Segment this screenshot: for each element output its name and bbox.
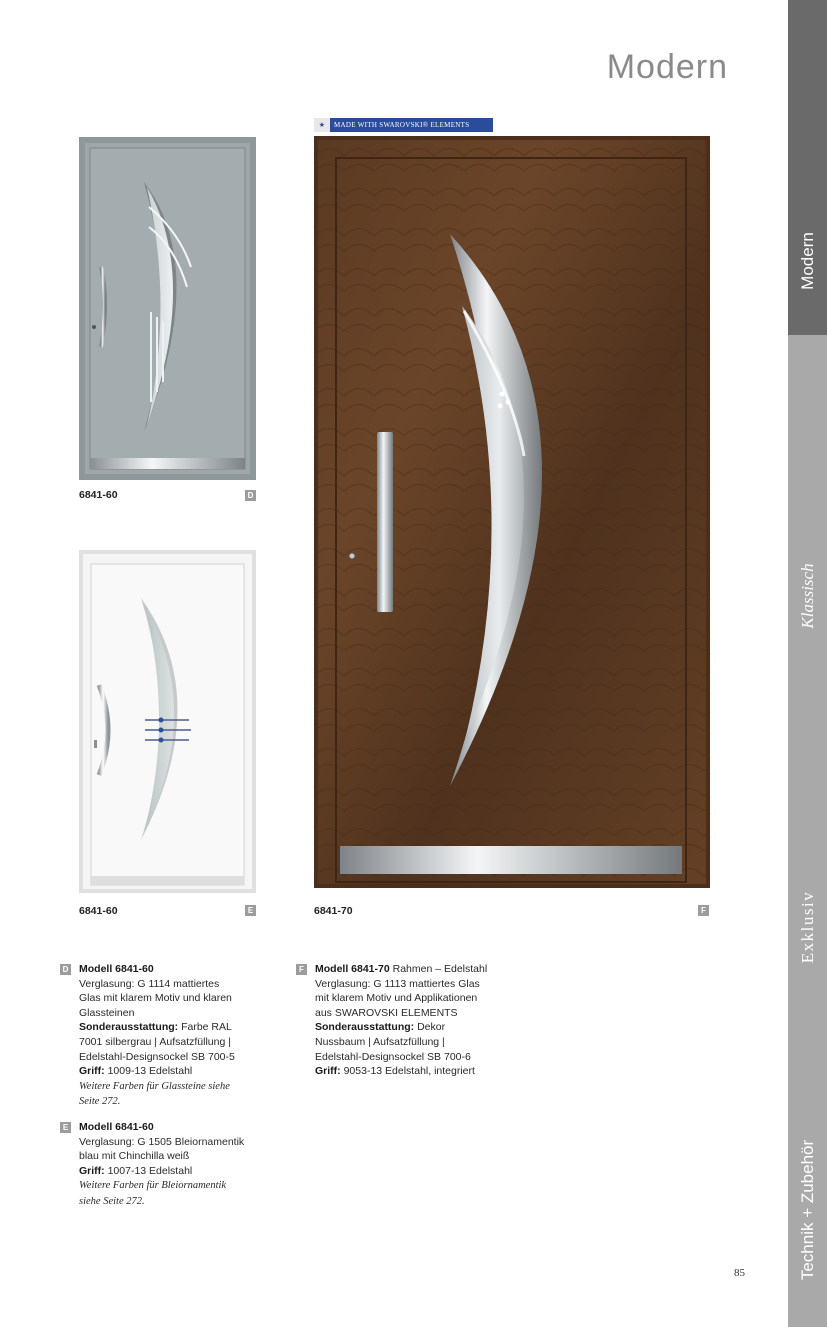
description-d [79, 962, 235, 1110]
swarovski-badge-text: MADE WITH SWAROVSKI® ELEMENTS [334, 121, 470, 129]
glazing-text-3: Glassteinen [79, 1006, 135, 1019]
door-image-6841-70-walnut [314, 136, 710, 888]
handle-label: Griff: [79, 1164, 105, 1177]
description-f [315, 962, 487, 1079]
figure-letter-f: F [698, 905, 709, 916]
handle-text: 9053-13 Edelstahl, integriert [340, 1065, 475, 1078]
special-label: Sonderausstattung: [315, 1021, 415, 1034]
special-text-2: Nussbaum | Aufsatzfüllung | [315, 1035, 445, 1048]
tab-label-klassisch: Klassisch [797, 563, 817, 629]
note-text: Weitere Farben für Bleiornamentik [79, 1180, 227, 1192]
model-label: Modell 6841-60 [79, 963, 154, 975]
desc-letter-d: D [60, 964, 71, 975]
handle-text: 1007-13 Edelstahl [104, 1164, 193, 1177]
special-text-3: Edelstahl-Designsockel SB 700-5 [79, 1050, 235, 1063]
figure-letter-e: E [245, 905, 256, 916]
door-image-6841-60-grey [79, 137, 256, 480]
special-text: Farbe RAL [178, 1021, 232, 1034]
note-text-2: Seite 272. [79, 1096, 121, 1108]
glazing-text: Verglasung: G 1114 mattiertes [79, 977, 220, 990]
glazing-text-2: mit klarem Motiv und Applikationen [315, 992, 478, 1005]
handle-label: Griff: [315, 1065, 341, 1078]
tab-label-exklusiv: Exklusiv [797, 890, 817, 964]
swan-icon: ★ [314, 118, 330, 132]
model-label: Modell 6841-70 [315, 963, 390, 975]
tab-modern[interactable] [788, 0, 827, 335]
caption-6841-70-f: 6841-70 [314, 905, 353, 917]
handle-text: 1009-13 Edelstahl [104, 1065, 193, 1078]
tab-label-modern: Modern [797, 232, 817, 291]
tab-technik-zubehoer[interactable] [788, 1115, 827, 1327]
glazing-text-3: aus SWAROVSKI ELEMENTS [315, 1006, 458, 1019]
model-extra: Rahmen – Edelstahl [389, 963, 488, 975]
caption-6841-60-d: 6841-60 [79, 489, 118, 501]
desc-letter-f: F [296, 964, 307, 975]
page-number: 85 [734, 1267, 745, 1279]
swarovski-badge [314, 118, 493, 132]
model-label: Modell 6841-60 [79, 1121, 154, 1133]
special-text-2: 7001 silbergrau | Aufsatzfüllung | [79, 1035, 231, 1048]
description-e [79, 1120, 244, 1210]
tab-klassisch[interactable] [788, 335, 827, 785]
special-text-3: Edelstahl-Designsockel SB 700-6 [315, 1050, 471, 1063]
page-title: Modern [606, 48, 728, 86]
special-label: Sonderausstattung: [79, 1021, 179, 1034]
glazing-text: Verglasung: G 1113 mattiertes Glas [315, 977, 480, 990]
caption-6841-60-e: 6841-60 [79, 905, 118, 917]
tab-label-technik: Technik + Zubehör [797, 1140, 817, 1281]
special-text: Dekor [414, 1021, 446, 1034]
note-text: Weitere Farben für Glassteine siehe [79, 1080, 230, 1092]
glazing-text-2: Glas mit klarem Motiv und klaren [79, 992, 232, 1005]
handle-label: Griff: [79, 1065, 105, 1078]
glazing-text: Verglasung: G 1505 Bleiornamentik [79, 1135, 245, 1148]
figure-letter-d: D [245, 490, 256, 501]
desc-letter-e: E [60, 1122, 71, 1133]
glazing-text-2: blau mit Chinchilla weiß [79, 1150, 190, 1163]
note-text-2: siehe Seite 272. [79, 1195, 145, 1207]
door-image-6841-60-white [79, 550, 256, 893]
tab-exklusiv[interactable] [788, 785, 827, 1115]
section-tab-bar [788, 0, 827, 1327]
